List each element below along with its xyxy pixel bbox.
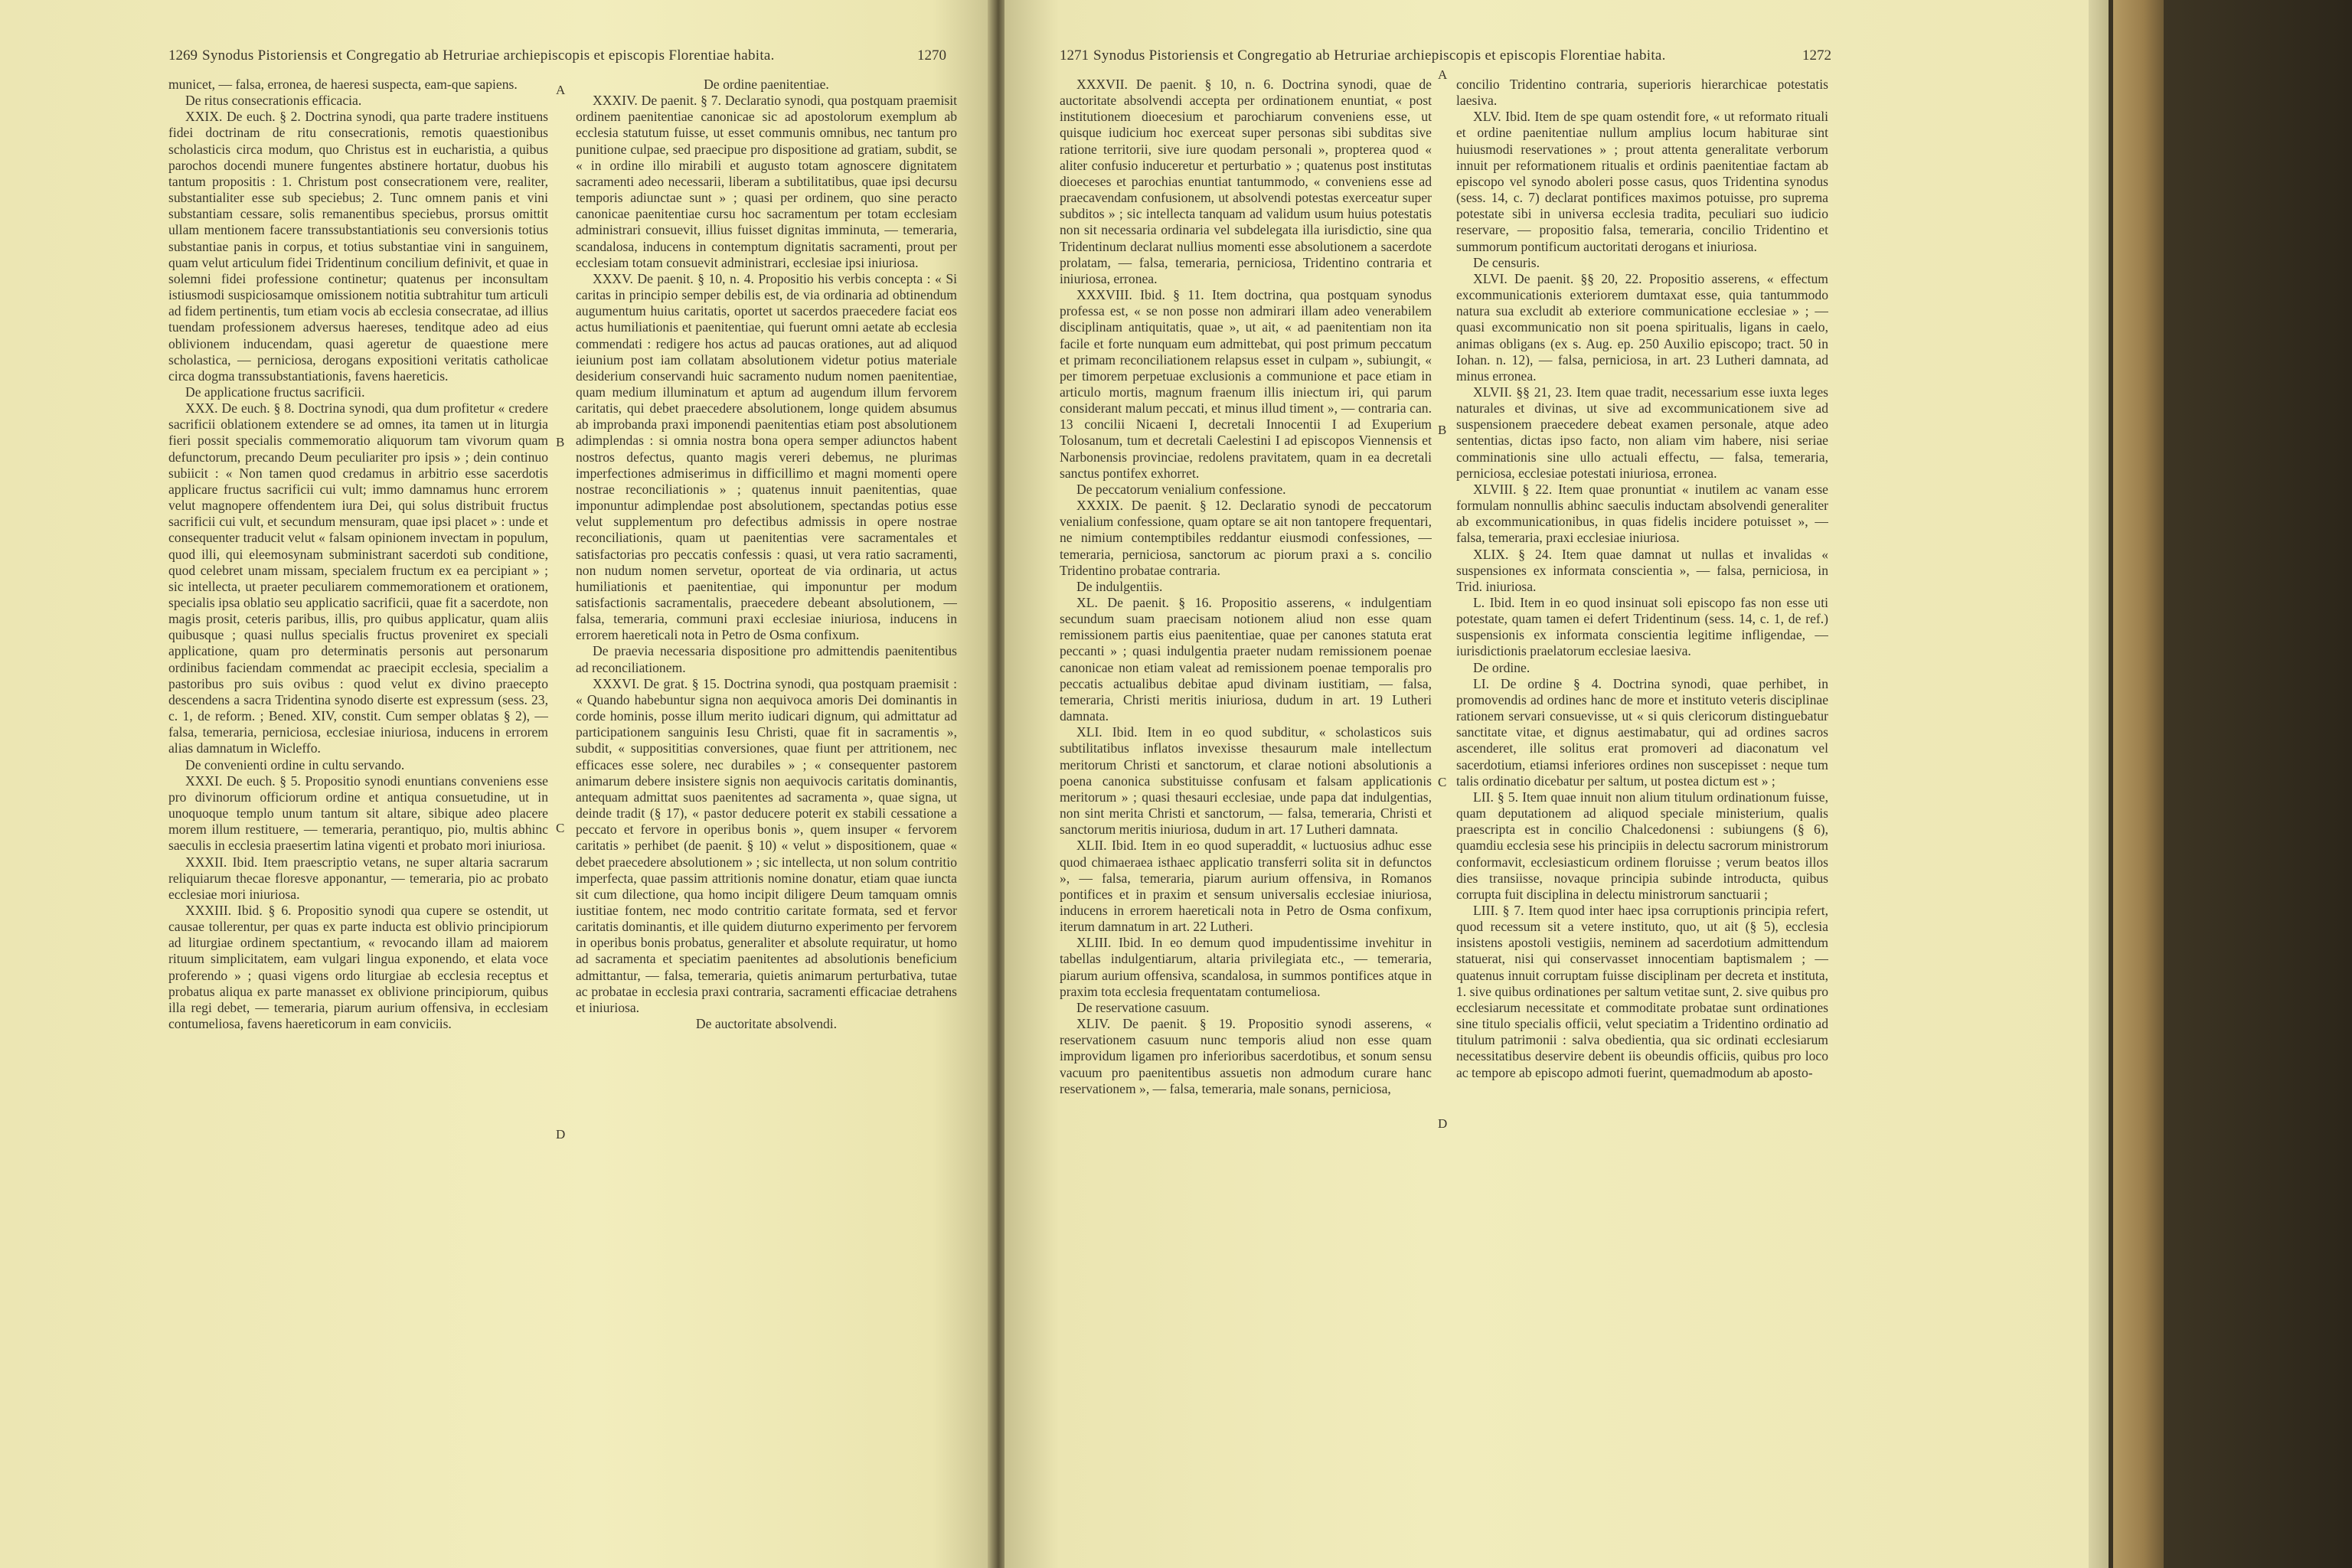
section-heading: De ritus consecrationis efficacia. <box>185 93 362 109</box>
margin-letter-c: C <box>1438 775 1447 789</box>
paragraph: XXX. De euch. § 8. Doctrina synodi, qua dum profitetur « credere sacrificii oblationem extendere se ad omnes, ita tamen ut in liturgia fieri possit specialis commemoratio aliquorum tam vivorum quam defunctorum, precando Deum peculiariter pro ipsis » ; dein continuo subiicit : « Non tamen quod credamus in arbitrio esse sacerdotis applicare fructus sacrificii cui vult; immo damnamus hunc errorem velut magnopere offendentem iura Dei, qui solus distribuit fructus sacrificii cui vult, et secundum mensuram, quae ipsi placet » : unde et consequenter traducit velut « falsam opinionem invectam in populum, quod illi, qui eleemosynam subministrant sacerdoti sub conditione, quod celebret unam missam, specialem fructum ex ea percipiant » ; sic intellecta, ut praeter peculiarem commemorationem et orationem, specialis ipsa oblatio seu applicatio sacrificii, quae fit a sacerdote, non magis prosit, ceteris paribus, illis, pro quibus applicatur, quam aliis quibusque ; quasi nullus specialis fructus proveniret ex speciali applicatione, quam pro determinatis personis aut personarum ordinibus faciendam commendat ac praecipit ecclesia, specialim a pastoribus pro suis ovibus : quod velut ex divino praecepto descendens a sacra Tridentina synodo diserte est expressum (sess. 23, c. 1, de reform. ; Bened. XIV, constit. Cum semper oblatas § 2), — falsa, temeraria, perniciosa, ecclesiae iniuriosa, inducens in errorem alias damnatum in Wicleffo. <box>168 400 548 756</box>
paragraph: concilio Tridentino contraria, superioris hierarchicae potestatis laesiva. <box>1456 77 1828 109</box>
section-heading: De ordine paenitentiae. <box>704 77 829 92</box>
page-number-1270: 1270 <box>917 47 946 64</box>
paragraph: XXXV. De paenit. § 10, n. 4. Propositio his verbis concepta : « Si caritas in principio semper debilis est, de via ordinaria ad obtinendum augumentum huius caritatis, oportet ut sacerdos praecedere faciat eos actus humiliationis et paenitentiae, qui fuerunt omni aetate ab ecclesia commendati : redigere hos actus ad paucas orationes, aut ad aliquod ieiunium post iam collatam absolutionem videtur potius materiale desiderium conservandi huic sacramento nudum nomen paenitentiae, quam medium illuminatum et aptum ad augendum illum fervorem caritatis, qui debet praecedere absolutionem, longe quidem absumus ab improbanda praxi imponendi paenitentias etiam post absolutionem adimplendas : si omnia nostra bona opera semper adiunctos habent nostros defectus, quanto magis vereri debemus, ne plurimas imperfectiones admiserimus in difficillimo et magni momenti opere nostrae reconciliationis » ; quatenus innuit paenitentias, quae imponuntur adimplendae post absolutionem, spectandas potius esse velut supplementum pro defectibus admissis in opere nostrae reconciliationis, quam ut paenitentias vere sacramentales et satisfactorias pro peccatis confessis : quasi, ut vera ratio sacramenti, non nudum nomen servetur, oporteat de via ordinaria, ut actus humiliationis et paenitentiae, qui imponuntur per modum satisfactionis sacramentalis, praecedere debeant absolutionem, — falsa, temeraria, communi praxi ecclesiae iniuriosa, inducens in errorem haereticali nota in Petro de Osma confixum. <box>576 270 957 643</box>
paragraph: XLVIII. § 22. Item quae pronuntiat « inutilem ac vanam esse formulam nonnullis abhinc saeculis inductam absolvendi generaliter ab excommunicationibus, in quas fidelis incidere potuisset », — falsa, temeraria, praxi ecclesiae iniuriosa. <box>1456 481 1828 546</box>
paragraph: XXXIII. Ibid. § 6. Propositio synodi qua cupere se ostendit, ut causae tollerentur, per quas ex parte inducta est oblivio principiorum ad liturgiae ordinem spectantium, « revocando illam ad maiorem rituum simplicitatem, eam vulgari lingua exponendo, et elata voce proferendo » ; quasi vigens ordo liturgiae ab ecclesia receptus et probatus aliqua ex parte manasset ex oblivione principiorum, quibus illa regi debet, — temeraria, piarum aurium offensiva, in ecclesiam contumeliosa, favens haereticorum in eam conviciis. <box>168 902 548 1032</box>
section-heading: De reservatione casuum. <box>1076 999 1210 1015</box>
paragraph: XLVII. §§ 21, 23. Item quae tradit, necessarium esse iuxta leges naturales et divinas, ut sive ad excommunicationem sive ad suspensionem praecedere debeat examen personale, atque adeo sententias, dictas ipso facto, non aliam vim habere, nisi seriae comminationis sine ullo actuali effectu, — falsa, temeraria, perniciosa, ecclesiae potestati iniuriosa, erronea. <box>1456 384 1828 481</box>
page-number-1272: 1272 <box>1802 47 1831 64</box>
section-heading: De convenienti ordine in cultu servando. <box>185 756 405 773</box>
paragraph: XXXI. De euch. § 5. Propositio synodi enuntians conveniens esse pro divinorum officiorum ordine et antiqua consuetudine, ut in unoquoque templo unum tantum sit altare, sibique adeo placere morem illum restituere, — temeraria, perantiquo, pio, multis abhinc saeculis in ecclesia praesertim latina vigenti et probato mori iniuriosa. <box>168 773 548 854</box>
paragraph: XLI. Ibid. Item in eo quod subditur, « scholasticos suis subtilitatibus inflatos invexisse thesaurum male intellectum meritorum Christi et sanctorum, et clarae notioni absolutionis a poena canonica substituisse confusam et falsam applicationis meritorum » ; quasi thesauri ecclesiae, unde papa dat indulgentias, non sint merita Christi et sanctorum, — falsa, temeraria, Christi et sanctorum meritis iniuriosa, dudum in art. 17 Lutheri damnata. <box>1060 724 1432 838</box>
paragraph: XXIX. De euch. § 2. Doctrina synodi, qua parte tradere instituens fidei doctrinam de ritu consecrationis, remotis quaestionibus scholasticis circa modum, quo Christus est in eucharistia, a quibus parochos docendi munere fungentes abstinere hortatur, duobus his tantum propositis : 1. Christum post consecrationem vere, realiter, substantialiter esse sub speciebus; 2. Tunc omnem panis et vini substantiam cessare, solis remanentibus speciebus, prorsus omittit ullam mentionem facere transsubstantiationis seu conversionis totius substantiae panis in corpus, et totius substantiae vini in sanguinem, quam velut articulum fidei Tridentinum concilium definivit, et quae in solemni fidei professione continetur; quatenus per inconsultam istiusmodi suspiciosamque omissionem notitia subtrahitur tum articuli ad fidem pertinentis, tum etiam vocis ab ecclesia consecratae, ad illius tuendam professionem adversus haereses, tenditque adeo ad eius oblivionem inducendam, quasi ageretur de quaestione mere scholastica, — perniciosa, derogans expositioni veritatis catholicae circa dogma transsubstantiationis, favens haereticis. <box>168 109 548 384</box>
paragraph: XLIII. Ibid. In eo demum quod impudentissime invehitur in tabellas indulgentiarum, altaria privilegiata etc., — temeraria, piarum aurium offensiva, scandalosa, in summos pontifices atque in praxim tota ecclesia frequentatam contumeliosa. <box>1060 935 1432 999</box>
section-heading: De ordine. <box>1473 659 1530 675</box>
paragraph: XLIX. § 24. Item quae damnat ut nullas et invalidas « suspensiones ex informata conscientia », — falsa, perniciosa, in Trid. iniuriosa. <box>1456 546 1828 594</box>
margin-letter-a: A <box>556 83 566 97</box>
paragraph: LIII. § 7. Item quod inter haec ipsa corruptionis principia refert, quod recessum sit a vetere instituto, quo, ut ait (§ 5), ecclesia insistens apostoli vestigiis, neminem ad sacerdotium admittendum statuerat, nisi qui conservasset innocentiam baptismalem ; — quatenus innuit corruptam fuisse disciplinam per decreta et instituta, 1. sive quibus ordinationes per saltum vetitae sunt, 2. sive quibus pro ecclesiarum necessitate et commoditate probatae sunt ordinationes sine titulo specialis officii, velut speciatim a Tridentino ordinatio ad titulum patrimonii : salva obedientia, qua sic ordinati ecclesiarum necessitatibus deservire debent iis obeundis officiis, quibus pro loco ac tempore ab episcopo admoti fuerint, quemadmodum ab aposto- <box>1456 902 1828 1080</box>
paragraph: XLV. Ibid. Item de spe quam ostendit fore, « ut reformato rituali et ordine paenitentiae nullum amplius locum habiturae sint huiusmodi reservationes » ; prout attenta generalitate verborum innuit per reformationem ritualis et ordinis paenitentiae factam ab episcopo vel synodo aboleri posse casus, quos Tridentina synodus (sess. 14, c. 7) declarat pontifices maximos potuisse, pro suprema potestate sibi in universa ecclesia tradita, peculiari suo iudicio reservare, — propositio falsa, temeraria, concilio Tridentino et summorum pontificum auctoritati derogans et iniuriosa. <box>1456 109 1828 254</box>
paragraph: LI. De ordine § 4. Doctrina synodi, quae perhibet, in promovendis ad ordines hanc de more et instituto veteris disciplinae rationem servari consuevisse, ut « si quis clericorum distinguebatur sanctitate vitae, et dignus aestimabatur, qui ad ordines sacros ascenderet, ille solitus erat promoveri ad diaconatum vel sacerdotium, etiamsi inferiores ordines non suscepisset : neque tum talis ordinatio dicebatur per saltum, ut postea dictum est » ; <box>1456 675 1828 789</box>
section-heading: De indulgentiis. <box>1076 578 1163 594</box>
left-page-column-2 <box>576 77 957 1531</box>
paragraph: XL. De paenit. § 16. Propositio asserens, « indulgentiam secundum suam praecisam notionem aliud non esse quam remissionem partis eius paenitentiae, quae per canones statuta erat peccanti » ; quasi indulgentia praeter nudam remissionem poenae canonicae non etiam valeat ad remissionem poenae temporalis pro peccatis actualibus debitae apud divinam iustitiam, — falsa, temeraria, Christi meritis iniuriosa, dudum in art. 19 Lutheri damnata. <box>1060 595 1432 724</box>
right-page-column-1 <box>1060 77 1432 1531</box>
section-heading: De censuris. <box>1473 254 1540 270</box>
background-surface <box>2164 0 2352 1568</box>
left-page <box>0 0 992 1568</box>
paragraph: XLII. Ibid. Item in eo quod superaddit, « luctuosius adhuc esse quod chimaeraea isthaec applicatio transferri solita sit in defunctos », — falsa, temeraria, piarum aurium offensiva, in Romanos pontifices et in praxim et sensum universalis ecclesiae iniuriosa, inducens in errorem haereticali nota in Petro de Osma confixum, iterum damnatum in art. 22 Lutheri. <box>1060 838 1432 935</box>
paragraph: XXXIV. De paenit. § 7. Declaratio synodi, qua postquam praemisit ordinem paenitentiae canonicae sic ad apostolorum exemplum ab ecclesia statutum fuisse, ut esset communis omnibus, nec tantum pro punitione culpae, sed praecipue pro dispositione ad gratiam, subdit, se « in ordine illo mirabili et augusto totam agnoscere dignitatem sacramenti adeo necessarii, liberam a subtilitatibus, quae ipsi decursu temporis adiunctae sunt » ; quasi per ordinem, quo sine peracto canonicae paenitentiae cursu hoc sacramentum per totam ecclesiam administrari consuevit, illius fuisset dignitas imminuta, — temeraria, scandalosa, inducens in contemptum dignitatis sacramenti, prout per ecclesiam totam consuevit administrari, ecclesiae ipsi iniuriosa. <box>576 93 957 270</box>
paragraph: LII. § 5. Item quae innuit non alium titulum ordinationum fuisse, quam deputationem ad aliquod speciale ministerium, qualis praescripta est in concilio Chalcedonensi : subiungens (§ 6), quamdiu ecclesia sese his principiis in delectu sacrorum ministrorum conformavit, ecclesiasticum ordinem floruisse ; verum beatos illos dies transiisse, novaque principia subinde introducta, quibus corrupta fuit disciplina in delectu ministrorum sanctuarii ; <box>1456 789 1828 902</box>
margin-letter-a: A <box>1438 67 1448 82</box>
right-page <box>1004 0 2089 1568</box>
paragraph: municet, — falsa, erronea, de haeresi suspecta, eam-que sapiens. <box>168 77 518 92</box>
margin-letter-b: B <box>556 435 565 449</box>
left-page-column-1 <box>168 77 548 1531</box>
paragraph: XLIV. De paenit. § 19. Propositio synodi asserens, « reservationem casuum nunc temporis aliud non esse quam improvidum ligamen pro inferioribus sacerdotibus, et sonum sensu vacuum pro paenitentibus assuetis non admodum curare hanc reservationem », — falsa, temeraria, male sonans, perniciosa, <box>1060 1016 1432 1096</box>
paragraph: XXXIX. De paenit. § 12. Declaratio synodi de peccatorum venialium confessione, quam optare se ait non tantopere frequentari, ne nimium contemptibiles reddantur eiusmodi confessiones, — temeraria, perniciosa, sanctorum ac piorum praxi a s. concilio Tridentino probatae contraria. <box>1060 498 1432 578</box>
section-heading: De applicatione fructus sacrificii. <box>185 384 365 400</box>
running-header-right: Synodus Pistoriensis et Congregatio ab Hetruriae archiepiscopis et episcopis Florentiae habita. <box>1093 47 1666 64</box>
paragraph: XXXVI. De grat. § 15. Doctrina synodi, qua postquam praemisit : « Quando habebuntur signa non aequivoca amoris Dei dominantis in corde hominis, posse illum merito iudicari dignum, qui admittatur ad participationem sanguinis Iesu Christi, quae fit in sacramentis », subdit, « supposititias conversiones, quae fiunt per attritionem, nec efficaces esse solere, nec durabiles » ; « consequenter pastorem animarum debere insistere signis non aequivocis caritatis dominantis, antequam admittat suos paenitentes ad sacramenta », quae signa, ut deinde tradit (§ 17), « pastor deducere poterit ex stabili cessatione a peccato et fervore in operibus bonis », quem insuper « fervorem caritatis » perhibet (de paenit. § 10) « velut » dispositionem, quae « debet praecedere absolutionem » ; sic intellecta, ut non solum contritio imperfecta, quae passim attritionis nomine donatur, etiam quae iuncta sit cum dilectione, qua homo incipit diligere Deum tamquam omnis iustitiae fontem, nec modo contritio caritate formata, sed et fervor caritatis dominantis, et ille quidem diuturno experimento per fervorem in operibus bonis probatus, generaliter et absolute requiratur, ut homo ad sacramenta et speciatim paenitentes ad absolutionis beneficium admittantur, — falsa, temeraria, quietis animarum perturbativa, tutae ac probatae in ecclesia praxi contraria, sacramenti efficaciae detrahens et iniuriosa. <box>576 675 957 1015</box>
page-edges <box>2089 0 2109 1568</box>
paragraph: XLVI. De paenit. §§ 20, 22. Propositio asserens, « effectum excommunicationis exteriorem dumtaxat esse, quia tantummodo natura sua excludit ab exteriore communicatione ecclesiae » ; — quasi excommunicatio non sit poena spiritualis, ligans in caelo, animas obligans (ex s. Aug. ep. 250 Auxilio episcopo; tract. 50 in Iohan. n. 12), — falsa, perniciosa, in art. 23 Lutheri damnata, ad minus erronea. <box>1456 270 1828 384</box>
margin-letter-c: C <box>556 821 565 835</box>
margin-letter-b: B <box>1438 423 1447 437</box>
section-heading: De praevia necessaria dispositione pro admittendis paenitentibus ad reconciliationem. <box>576 643 957 675</box>
paragraph: XXXVIII. Ibid. § 11. Item doctrina, qua postquam synodus professa est, « se non posse non admirari illam adeo venerabilem disciplinam antiquitatis, quae », ut ait, « ad paenitentiam non ita facile et forte nunquam eum admittebat, qui post primum peccatum et primam reconciliationem relapsus esset in culpam », subiungit, « per timorem perpetuae exclusionis a communione et pace etiam in articulo mortis, magnum fraenum illis iniectum iri, qui parum considerant malum peccati, et minus illud timent », — contraria can. 13 concilii Nicaeni I, decretali Innocentii I ad Exuperium Tolosanum, tum et decretali Caelestini I ad episcopos Viennensis et Narbonensis provinciae, redolens pravitatem, quam in ea decretali sanctus pontifex exhorret. <box>1060 287 1432 481</box>
paragraph: XXXII. Ibid. Item praescriptio vetans, ne super altaria sacrarum reliquiarum thecae floresve apponantur, — temeraria, pio ac probato ecclesiae mori iniuriosa. <box>168 854 548 902</box>
page-number-1271: 1271 <box>1060 47 1089 64</box>
margin-letter-d: D <box>556 1127 566 1142</box>
section-heading: De auctoritate absolvendi. <box>695 1016 838 1032</box>
cover-board <box>2113 0 2164 1568</box>
paragraph: XXXVII. De paenit. § 10, n. 6. Doctrina synodi, quae de auctoritate absolvendi accepta per ordinationem enuntiat, « post institutionem dioecesium et parochiarum conveniens esse, ut quisque iudicium hoc exerceat super personas sibi subditas sive ratione territorii, sive iure quodam personali », propterea quod « aliter confusio induceretur et perturbatio » ; quatenus post institutas dioeceses et parochias enuntiat tantummodo, « conveniens esse ad praecavendam confusionem, ut absolvendi potestas exerceatur super subditos » ; sic intellecta tanquam ad validum usum huius potestatis non sit necessaria ordinaria vel subdelegata illa iurisdictio, sine qua Tridentinum declarat nullius momenti esse absolutionem a sacerdote prolatam, — falsa, temeraria, perniciosa, Tridentino contraria et iniuriosa, erronea. <box>1060 77 1432 286</box>
page-number-1269: 1269 <box>168 47 198 64</box>
running-header-left: Synodus Pistoriensis et Congregatio ab Hetruriae archiepiscopis et episcopis Florentiae habita. <box>202 47 775 64</box>
right-page-column-2 <box>1456 77 1828 1531</box>
paragraph: L. Ibid. Item in eo quod insinuat soli episcopo fas non esse uti potestate, quam tamen ei defert Tridentinum (sess. 14, c. 1, de ref.) suspensionis ex informata conscientia legitime infligendae, — iurisdictionis praelatorum ecclesiae laesiva. <box>1456 595 1828 659</box>
section-heading: De peccatorum venialium confessione. <box>1076 481 1286 497</box>
margin-letter-d: D <box>1438 1116 1448 1131</box>
